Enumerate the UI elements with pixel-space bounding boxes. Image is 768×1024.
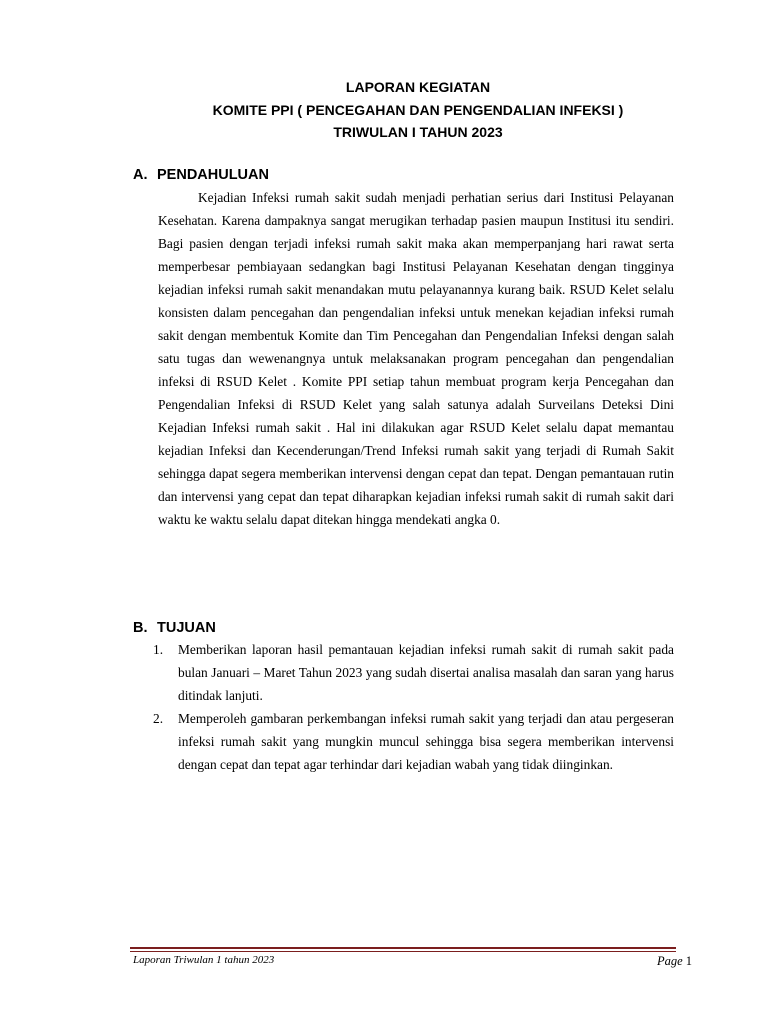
list-item-number: 2. [153, 711, 164, 726]
footer-report-title: Laporan Triwulan 1 tahun 2023 [133, 954, 275, 966]
introduction-paragraph: Kejadian Infeksi rumah sakit sudah menjadi perhatian serius dari Institusi Pelayanan Kesehatan. Karena dampaknya sangat merugikan terhadap pasien maupun Institusi itu sendiri. Bagi pasien dengan terjadi infeksi rumah sakit maka akan memperpanjang hari rawat serta memperbesar pembiayaan sedangkan bagi Institusi Pelayanan Kesehatan dengan tingginya kejadian infeksi rumah sakit menandakan mutu pelayanannya kurang baik. RSUD Kelet selalu konsisten dalam pencegahan dan pengendalian infeksi untuk menekan kejadian infeksi rumah sakit dengan membentuk Komite dan Tim Pencegahan dan Pengendalian Infeksi dengan salah satu tugas dan wewenangnya untuk melaksanakan program pencegahan dan pengendalian infeksi di RSUD Kelet . Komite PPI setiap tahun membuat program kerja Pencegahan dan Pengendalian Infeksi di RSUD Kelet yang salah satunya adalah Surveilans Deteksi Dini Kejadian Infeksi rumah sakit . Hal ini dilakukan agar RSUD Kelet selalu dapat memantau kejadian Infeksi dan Kecenderungan/Trend Infeksi rumah sakit yang terjadi di Rumah Sakit sehingga dapat segera memberikan intervensi dengan cepat dan tepat. Dengan pemantauan rutin dan intervensi yang cepat dan tepat diharapkan kejadian infeksi rumah sakit di rumah sakit dari waktu ke waktu selalu dapat ditekan hingga mendekati angka 0. [158, 190, 674, 527]
list-item [153, 638, 674, 707]
section-a-heading [133, 167, 269, 183]
section-b-heading [133, 620, 216, 636]
footer-page-number [657, 954, 692, 969]
section-b-title: TUJUAN [157, 620, 216, 636]
list-item-text: Memberikan laporan hasil pemantauan kejadian infeksi rumah sakit di rumah sakit pada bulan Januari – Maret Tahun 2023 yang sudah disertai analisa masalah dan saran yang harus ditindak lanjuti. [178, 642, 674, 703]
list-item-text: Memperoleh gambaran perkembangan infeksi rumah sakit yang terjadi dan atau pergeseran infeksi rumah sakit yang mungkin muncul sehingga bisa segera memberikan intervensi dengan cepat dan tepat agar terhindar dari kejadian wabah yang tidak diinginkan. [178, 711, 674, 772]
section-a-title: PENDAHULUAN [157, 167, 269, 183]
title-line-2: KOMITE PPI ( PENCEGAHAN DAN PENGENDALIAN INFEKSI ) [212, 101, 624, 118]
section-b-letter: B. [133, 620, 148, 636]
section-a-letter: A. [133, 167, 148, 183]
list-item [153, 707, 674, 776]
footer-divider-thick [130, 947, 676, 949]
title-line-1: LAPORAN KEGIATAN [345, 79, 491, 95]
list-item-number: 1. [153, 642, 164, 657]
document-title [0, 76, 768, 144]
objectives-list [153, 638, 674, 776]
page-number: 1 [685, 954, 692, 968]
page-label: Page [656, 954, 683, 968]
title-line-3: TRIWULAN I TAHUN 2023 [333, 124, 503, 140]
footer-divider-thin [130, 951, 676, 952]
